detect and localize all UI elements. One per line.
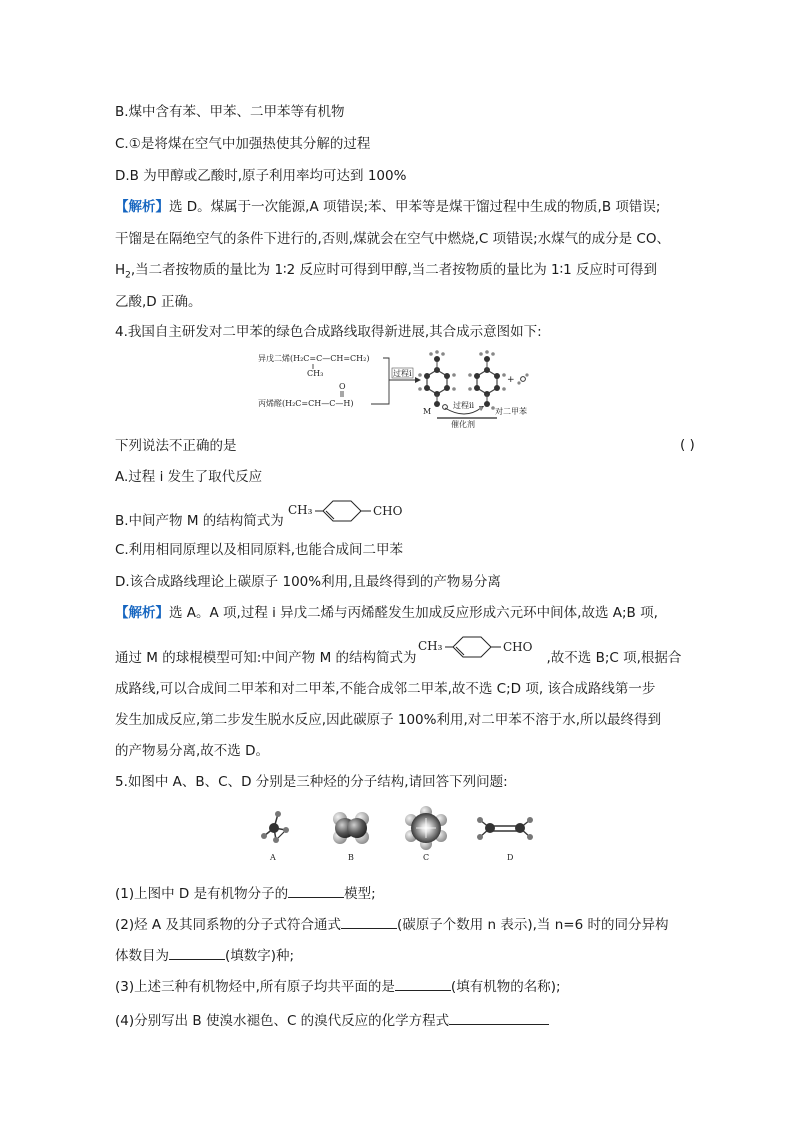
model-b: [333, 812, 369, 844]
analysis-5-line-3: 成路线,可以合成间二甲苯和对二甲苯,不能合成邻二甲苯,故不选 C;D 项, 该合成路线第一步: [115, 681, 656, 697]
isoprene-label: 异戊二烯(H₂C=C—CH=CH₂): [258, 354, 370, 363]
analysis-5-line-5: 的产物易分离,故不选 D。: [115, 743, 269, 759]
option-a-text: A.过程 i 发生了取代反应: [115, 469, 263, 485]
question-5-part-2b: [115, 945, 294, 966]
struct-ch3: CH₃: [288, 503, 313, 517]
option-c-4: C.利用相同原理以及相同原料,也能合成间二甲苯: [115, 542, 404, 558]
analysis-tag: 【解析】: [115, 199, 169, 215]
option-d-4: D.该合成路线理论上碳原子 100%利用,且最终得到的产物易分离: [115, 574, 501, 590]
svg-text:+: +: [507, 375, 515, 385]
synthesis-scheme-figure: [255, 346, 545, 428]
analysis-text: 选 D。煤属于一次能源,A 项错误;苯、甲苯等是煤干馏过程中生成的物质,B 项错误;: [169, 199, 661, 215]
analysis-line-4: 乙酸,D 正确。: [115, 294, 202, 310]
model-c: [405, 806, 447, 850]
analysis-5-line-2: [115, 648, 681, 668]
product-label: 对二甲苯: [495, 407, 527, 416]
part-4-text: (4)分别写出 B 使溴水褪色、C 的溴代反应的化学方程式: [115, 1013, 450, 1029]
label-d: D: [507, 853, 514, 862]
h2-subscript: 2: [125, 270, 131, 281]
struct2-ch3: CH₃: [418, 639, 443, 653]
part-1-text: (1)上图中 D 是有机物分子的: [115, 886, 289, 902]
label-b: B: [348, 853, 354, 862]
option-b-text: B.煤中含有苯、甲苯、二甲苯等有机物: [115, 104, 345, 120]
part-2b-tail: (填数字)种;: [225, 948, 295, 964]
water-model: [517, 373, 528, 384]
label-c: C: [423, 853, 430, 862]
intermediate-m-model: [418, 350, 456, 409]
blank-5[interactable]: [449, 1010, 549, 1025]
blank-3[interactable]: [169, 945, 225, 960]
model-d: [477, 817, 533, 840]
part-3-tail: (填有机物的名称);: [450, 979, 561, 995]
analysis-5-line-4: 发生加成反应,第二步发生脱水反应,因此碳原子 100%利用,对二甲苯不溶于水,所以最终得到: [115, 712, 662, 728]
analysis-5-text: 选 A。A 项,过程 i 异戊二烯与丙烯醛发生加成反应形成六元环中间体,故选 A;B 项,: [169, 605, 658, 621]
analysis-text-3: ,当二者按物质的量比为 1∶2 反应时可得到甲醇,当二者按物质的量比为 1∶1 反应时可得到: [130, 262, 658, 278]
step1-label: 过程i: [393, 369, 412, 378]
analysis-5-post: ,故不选 B;C 项,根据合: [546, 650, 682, 666]
structure-formula-2: [415, 632, 545, 666]
option-c-text: C.①是将煤在空气中加强热使其分解的过程: [115, 136, 371, 152]
question-4-stem: 4.我国自主研发对二甲苯的绿色合成路线取得新进展,其合成示意图如下:: [115, 324, 542, 340]
acrolein-o: O: [339, 382, 346, 391]
acrolein-label: 丙烯醛(H₂C=CH—C—H): [258, 399, 354, 408]
struct2-cho: CHO: [503, 640, 533, 654]
step2-label: 过程ii: [453, 401, 475, 410]
blank-4[interactable]: [395, 976, 451, 991]
analysis-5-pre: 通过 M 的球棍模型可知:中间产物 M 的结构简式为: [115, 650, 417, 666]
blank-2[interactable]: [341, 914, 397, 929]
answer-paren: ( ): [680, 437, 695, 453]
part-2-tail: (碳原子个数用 n 表示),当 n=6 时的同分异构: [396, 917, 669, 933]
question-5-stem: 5.如图中 A、B、C、D 分别是三种烃的分子结构,请回答下列问题:: [115, 774, 508, 790]
option-d-text: D.B 为甲醇或乙酸时,原子利用率均可达到 100%: [115, 168, 407, 184]
m-label: M: [423, 407, 432, 416]
question-5-part-3: [115, 976, 561, 997]
part-2-text: (2)烃 A 及其同系物的分子式符合通式: [115, 917, 341, 933]
analysis-5-line-1: [115, 603, 658, 623]
part-3-text: (3)上述三种有机物烃中,所有原子均共平面的是: [115, 979, 395, 995]
blank-1[interactable]: [288, 883, 344, 898]
question-5-part-4: [115, 1010, 549, 1031]
option-b-line: [115, 511, 284, 531]
analysis-5-tag: 【解析】: [115, 605, 169, 621]
option-b-4: B.中间产物 M 的结构简式为: [115, 513, 284, 529]
question-5-part-2: [115, 914, 668, 935]
molecular-models-figure: [250, 802, 550, 864]
h2-symbol: H: [115, 262, 126, 278]
analysis-line-3: [115, 260, 657, 280]
analysis-line-2: 干馏是在隔绝空气的条件下进行的,否则,煤就会在空气中燃烧,C 项错误;水煤气的成分是 CO、: [115, 231, 670, 247]
struct-cho: CHO: [373, 504, 403, 518]
question-4-ask: 下列说法不正确的是: [115, 438, 237, 454]
isoprene-ch3: CH₃: [307, 369, 324, 378]
question-5-part-1: [115, 883, 376, 904]
catalyst-label: 催化剂: [451, 420, 475, 428]
structure-formula-1: [285, 496, 415, 530]
analysis-line-1: [115, 197, 660, 217]
part-1-tail: 模型;: [344, 886, 376, 902]
part-2b-text: 体数目为: [115, 948, 169, 964]
label-a: A: [270, 853, 276, 862]
model-a: [261, 811, 289, 843]
